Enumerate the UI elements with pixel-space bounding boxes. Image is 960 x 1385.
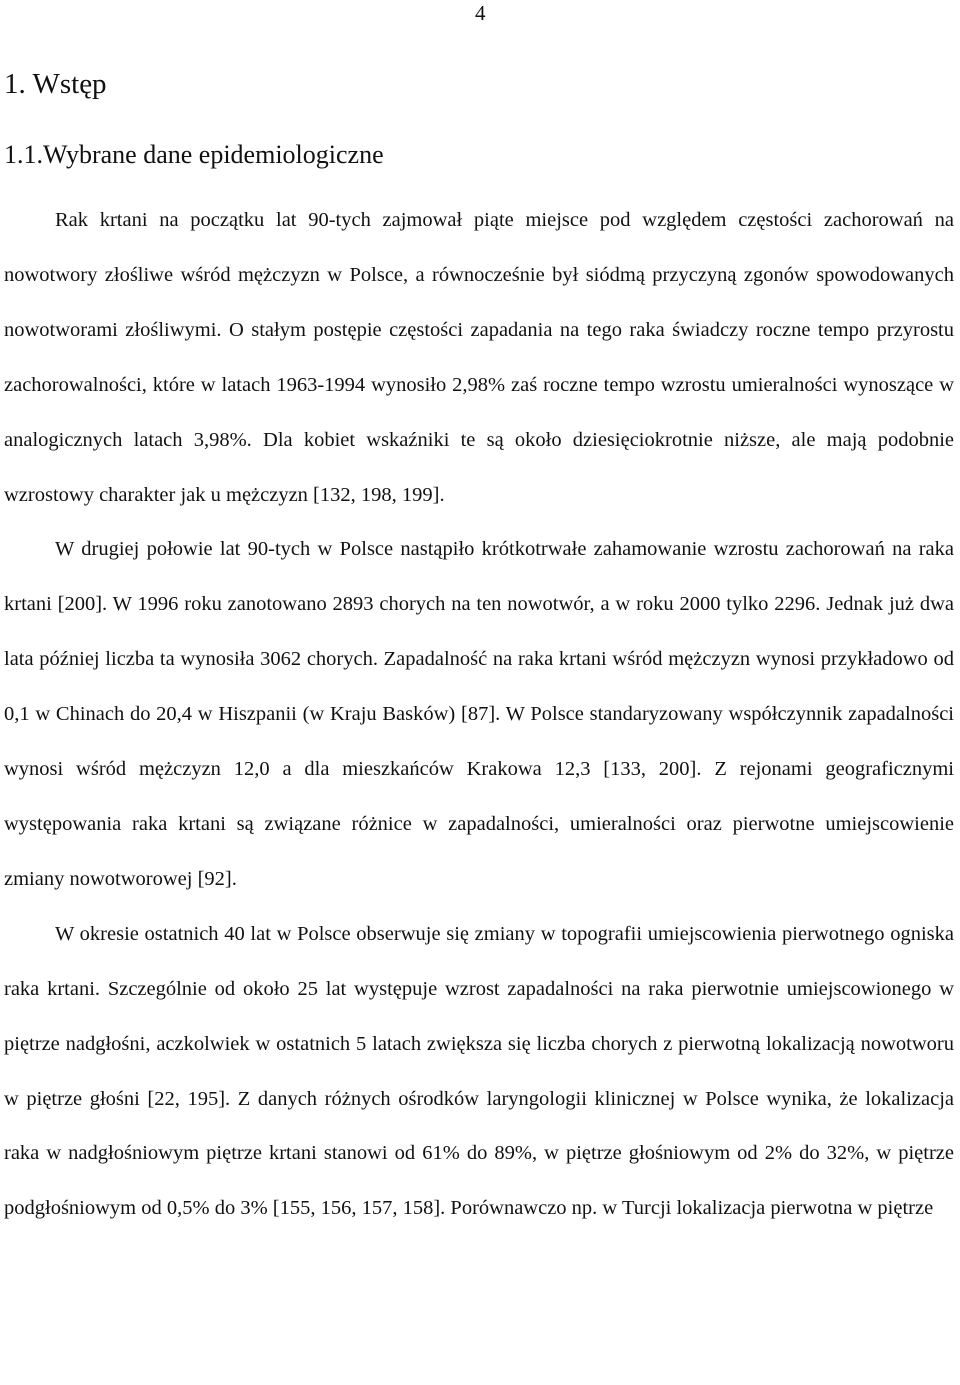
section-heading: 1.1.Wybrane dane epidemiologiczne <box>4 140 384 169</box>
paragraph-incidence-trends: Rak krtani na początku lat 90-tych zajmował piąte miejsce pod względem częstości zachorowań na nowotwory złośliwe wśród mężczyzn w Polsce, a równocześnie był siódmą przyczyną zgonów spowodowanych nowotworami złośliwymi. O stałym postępie częstości zapadania na tego raka świadczy roczne tempo przyrostu zachorowalności, które w latach 1963-1994 wynosiło 2,98% zaś roczne tempo wzrostu umieralności wynoszące w analogicznych latach 3,98%. Dla kobiet wskaźniki te są około dziesięciokrotnie niższe, ale mają podobnie wzrostowy charakter jak u mężczyzn [132, 198, 199]. <box>4 209 954 506</box>
page-number: 4 <box>475 1 486 25</box>
chapter-heading: 1. Wstęp <box>4 68 107 100</box>
paragraph-tumor-localization: W okresie ostatnich 40 lat w Polsce obserwuje się zmiany w topografii umiejscowienia pierwotnego ogniska raka krtani. Szczególnie od około 25 lat występuje wzrost zapadalności na raka pierwotnie umiejscowionego w piętrze nadgłośni, aczkolwiek w ostatnich 5 latach zwiększa się liczba chorych z pierwotną lokalizacją nowotworu w piętrze głośni [22, 195]. Z danych różnych ośrodków laryngologii klinicznej w Polsce wynika, że lokalizacja raka w nadgłośniowym piętrze krtani stanowi od 61% do 89%, w piętrze głośniowym od 2% do 32%, w piętrze podgłośniowym od 0,5% do 3% [155, 156, 157, 158]. Porównawczo np. w Turcji lokalizacja pierwotna w piętrze <box>4 922 954 1220</box>
body-text <box>4 193 954 1236</box>
paragraph-case-counts: W drugiej połowie lat 90-tych w Polsce nastąpiło krótkotrwałe zahamowanie wzrostu zachorowań na raka krtani [200]. W 1996 roku zanotowano 2893 chorych na ten nowotwór, a w roku 2000 tylko 2296. Jednak już dwa lata później liczba ta wynosiła 3062 chorych. Zapadalność na raka krtani wśród mężczyzn wynosi przykładowo od 0,1 w Chinach do 20,4 w Hiszpanii (w Kraju Basków) [87]. W Polsce standaryzowany współczynnik zapadalności wynosi wśród mężczyzn 12,0 a dla mieszkańców Krakowa 12,3 [133, 200]. Z rejonami geograficznymi występowania raka krtani są związane różnice w zapadalności, umieralności oraz pierwotne umiejscowienie zmiany nowotworowej [92]. <box>4 538 954 890</box>
